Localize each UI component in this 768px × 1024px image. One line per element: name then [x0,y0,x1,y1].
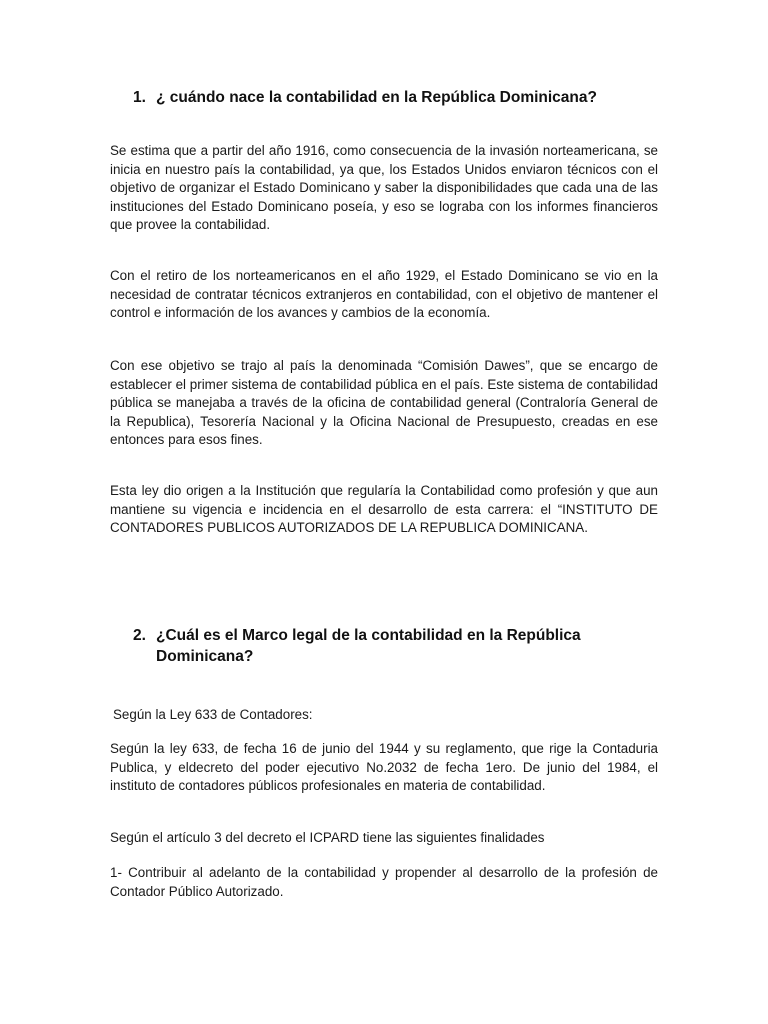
section-1-heading [133,87,653,108]
section-1-paragraph-1: Se estima que a partir del año 1916, como consecuencia de la invasión norteamericana, se inicia en nuestro país la contabilidad, ya que, los Estados Unidos enviaron técnicos con el objetivo de organizar el Estado Dominicano y saber la disponibilidades que cada una de las instituciones del Estado Dominicano poseía, y eso se lograba con los informes financieros que provee la contabilidad. [110,143,658,233]
section-1-paragraph-3: Con ese objetivo se trajo al país la denominada “Comisión Dawes”, que se encargo de establecer el primer sistema de contabilidad pública en el país. Este sistema de contabilidad pública se manejaba a través de la oficina de contabilidad general (Contraloría General de la Republica), Tesorería Nacional y la Oficina Nacional de Presupuesto, creadas en ese entonces para esos fines. [110,358,658,448]
section-2-paragraph-2: Según la ley 633, de fecha 16 de junio del 1944 y su reglamento, que rige la Contaduria Publica, y eldecreto del poder ejecutivo No.2032 de fecha 1ero. De junio del 1984, el instituto de contadores públicos profesionales en materia de contabilidad. [110,741,658,794]
section-2-paragraph-1: Según la Ley 633 de Contadores: [113,707,313,722]
section-1-paragraph-4: Esta ley dio origen a la Institución que regularía la Contabilidad como profesión y que aun mantiene su vigencia e incidencia en el desarrollo de esta carrera: el “INSTITUTO DE CONTADORES PUBLICOS AUTORIZADOS DE LA REPUBLICA DOMINICANA. [110,483,658,536]
section-1-question: ¿ cuándo nace la contabilidad en la República Dominicana? [156,89,597,106]
section-2-question: ¿Cuál es el Marco legal de la contabilidad en la República Dominicana? [156,627,581,665]
section-1-number: 1. [133,89,146,106]
section-2-heading [133,625,653,667]
section-2-number: 2. [133,627,146,644]
section-2-paragraph-4: 1- Contribuir al adelanto de la contabilidad y propender al desarrollo de la profesión de Contador Público Autorizado. [110,865,658,899]
section-2-paragraph-3: Según el artículo 3 del decreto el ICPARD tiene las siguientes finalidades [110,830,545,845]
section-1-paragraph-2: Con el retiro de los norteamericanos en el año 1929, el Estado Dominicano se vio en la necesidad de contratar técnicos extranjeros en contabilidad, con el objetivo de mantener el control e información de los avances y cambios de la economía. [110,268,658,321]
